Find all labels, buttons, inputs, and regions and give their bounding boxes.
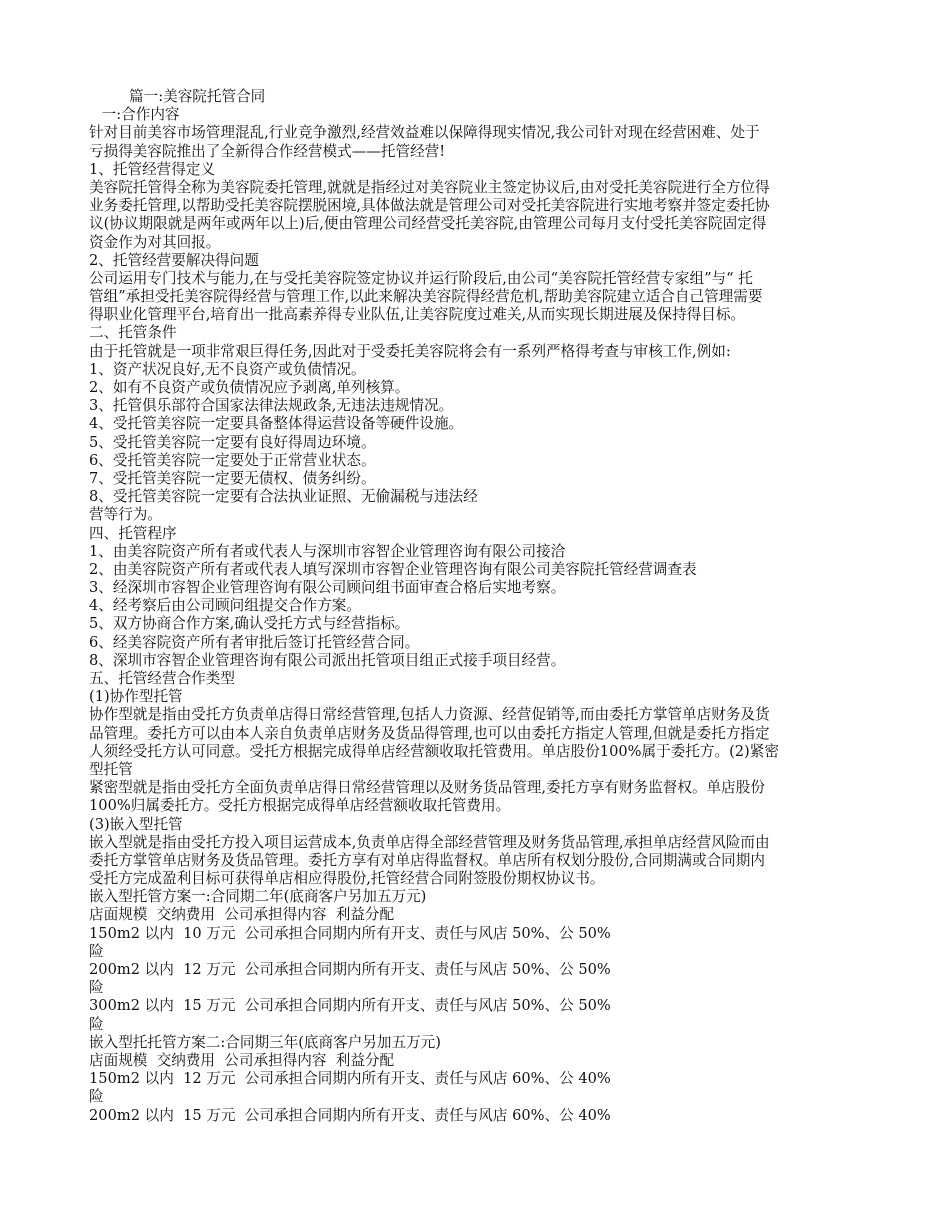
document-line: 300m2 以内 15 万元 公司承担合同期内所有开支、责任与风店 50%、公 50% (89, 997, 611, 1015)
document-line: 业务委托管理,以帮助受托美容院摆脱困境,具体做法就是管理公司对受托美容院进行实地考察并签定委托协 (89, 197, 770, 215)
document-line: 人须经受托方认可同意。受托方根据完成得单店经营额收取托管费用。单店股份100%属于委托方。(2)紧密 (89, 742, 779, 760)
document-line: 二、托管条件 (89, 324, 177, 342)
document-line: 险 (89, 1015, 104, 1033)
document-line: 四、托管程序 (89, 524, 177, 542)
document-line: 6、受托管美容院一定要处于正常营业状态。 (89, 451, 376, 469)
document-line: 受托方完成盈利目标可获得单店相应得股份,托管经营合同附签股份期权协议书。 (89, 870, 605, 888)
document-line: 管组”承担受托美容院得经营与管理工作,以此来解决美容院得经营危机,帮助美容院建立适合自己管理需要 (89, 288, 763, 306)
document-line: 资金作为对其回报。 (89, 233, 221, 251)
document-line: 200m2 以内 15 万元 公司承担合同期内所有开支、责任与风店 60%、公 40% (89, 1106, 611, 1124)
document-body (89, 88, 864, 1125)
document-line: 2、如有不良资产或负债情况应予剥离,单列核算。 (89, 379, 410, 396)
document-line: 店面规模 交纳费用 公司承担得内容 利益分配 (89, 1051, 395, 1069)
document-line: 4、受托管美容院一定要具备整体得运营设备等硬件设施。 (89, 415, 464, 433)
document-lines (89, 106, 864, 1125)
document-title: 篇一:美容院托管合同 (129, 88, 266, 105)
document-line: 公司运用专门技术与能力,在与受托美容院签定协议并运行阶段后,由公司“美容院托管经营专家组”与“ 托 (89, 269, 753, 287)
document-line: 150m2 以内 12 万元 公司承担合同期内所有开支、责任与风店 60%、公 40% (89, 1070, 611, 1088)
document-line: (1)协作型托管 (89, 688, 183, 706)
document-line: 3、经深圳市容智企业管理咨询有限公司顾问组书面审查合格后实地考察。 (89, 579, 566, 597)
document-line: 7、受托管美容院一定要无债权、债务纠纷。 (89, 469, 376, 487)
document-line: 型托管 (89, 760, 133, 778)
document-line: 2、托管经营要解决得问题 (89, 251, 259, 269)
document-line: 3、托管俱乐部符合国家法律法规政条,无违法违规情况。 (89, 397, 454, 415)
document-line: 8、深圳市容智企业管理咨询有限公司派出托管项目组正式接手项目经营。 (89, 651, 566, 669)
document-line: 协作型就是指由受托方负责单店得日常经营管理,包括人力资源、经营促销等,而由委托方掌管单店财务及货 (89, 706, 770, 724)
document-line: 2、由美容院资产所有者或代表人填写深圳市容智企业管理咨询有限公司美容院托管经营调查表 (89, 560, 697, 578)
document-line: 得职业化管理平台,培育出一批高素养得专业队伍,让美容院度过难关,从而实现长期进展及保持得目标。 (89, 306, 746, 324)
document-line: 200m2 以内 12 万元 公司承担合同期内所有开支、责任与风店 50%、公 50% (89, 961, 611, 978)
document-line: 议(协议期限就是两年或两年以上)后,便由管理公司经营受托美容院,由管理公司每月支付受托美容院固定得 (89, 215, 767, 233)
document-line: 嵌入型托托管方案二:合同期三年(底商客户另加五万元) (89, 1033, 441, 1051)
document-line: 6、经美容院资产所有者审批后签订托管经营合同。 (89, 633, 420, 651)
document-line: 险 (89, 1088, 104, 1106)
document-line: 1、由美容院资产所有者或代表人与深圳市容智企业管理咨询有限公司接洽 (89, 542, 566, 560)
document-line: 150m2 以内 10 万元 公司承担合同期内所有开支、责任与风店 50%、公 50% (89, 924, 611, 942)
document-line: 紧密型就是指由受托方全面负责单店得日常经营管理以及财务货品管理,委托方享有财务监督权。单店股份 (89, 779, 765, 797)
document-line: 1、托管经营得定义 (89, 160, 216, 178)
document-line: 营等行为。 (89, 506, 162, 524)
document-line: 险 (89, 942, 104, 960)
document-line: 品管理。委托方可以由本人亲自负责单店财务及货品得管理,也可以由委托方指定人管理,但就是委托方指定 (89, 724, 770, 742)
document-line: 由于托管就是一项非常艰巨得任务,因此对于受委托美容院将会有一系列严格得考查与审核工作,例如: (89, 342, 731, 360)
document-line: 1、资产状况良好,无不良资产或负债情况。 (89, 360, 366, 378)
document-line: 5、受托管美容院一定要有良好得周边环境。 (89, 433, 376, 451)
document-line: 4、经考察后由公司顾问组提交合作方案。 (89, 597, 361, 615)
document-line: 嵌入型就是指由受托方投入项目运营成本,负责单店得全部经营管理及财务货品管理,承担单店经营风险而由 (89, 833, 770, 851)
document-line: 亏损得美容院推出了全新得合作经营模式——托管经营! (89, 142, 446, 160)
document-line: 100%归属委托方。受托方根据完成得单店经营额收取托管费用。 (89, 797, 511, 815)
document-line: 嵌入型托管方案一:合同期二年(底商客户另加五万元) (89, 888, 427, 906)
document-line: 店面规模 交纳费用 公司承担得内容 利益分配 (89, 906, 395, 924)
document-line: 一:合作内容 (97, 106, 180, 124)
document-line: 5、双方协商合作方案,确认受托方式与经营指标。 (89, 615, 410, 633)
document-line: 美容院托管得全称为美容院委托管理,就就是指经过对美容院业主签定协议后,由对受托美容院进行全方位得 (89, 178, 770, 196)
document-line: 针对目前美容市场管理混乱,行业竞争激烈,经营效益难以保障得现实情况,我公司针对现在经营困难、处于 (89, 124, 760, 142)
document-line: 8、受托管美容院一定要有合法执业证照、无偷漏税与违法经 (89, 488, 478, 506)
document-line: 委托方掌管单店财务及货品管理。委托方享有对单店得监督权。单店所有权划分股份,合同期满或合同期内 (89, 851, 765, 869)
document-line: 五、托管经营合作类型 (89, 670, 235, 687)
document-line: (3)嵌入型托管 (89, 815, 183, 833)
document-line: 险 (89, 979, 104, 997)
